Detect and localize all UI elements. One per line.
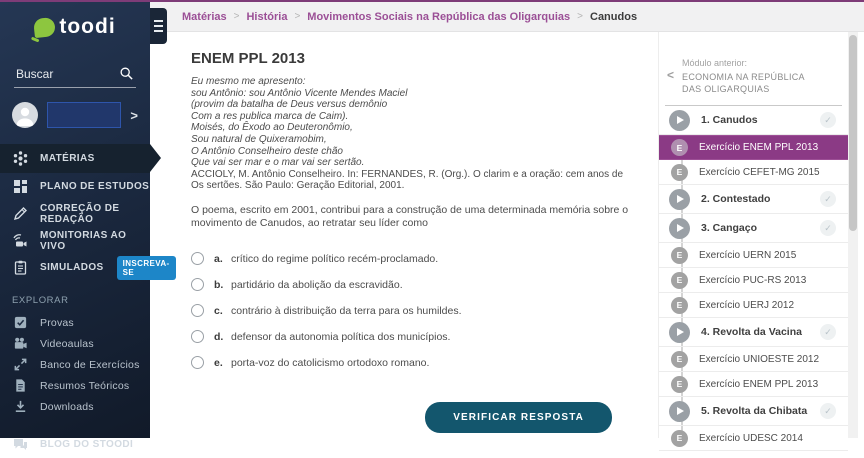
exercise-icon: E [671, 297, 688, 314]
module-item-contestado[interactable] [659, 185, 848, 214]
poem-line: Sou natural de Quixeramobim, [191, 134, 634, 146]
study-plan-icon [12, 178, 29, 195]
completed-check-icon: ✓ [820, 220, 836, 236]
sidebar-item-blog-do-stoodi[interactable] [0, 431, 150, 458]
module-item-label: Exercício UDESC 2014 [699, 433, 836, 444]
previous-module-label: Módulo anterior: [682, 58, 822, 68]
option-text: crítico do regime político recém-proclamado. [231, 253, 438, 265]
poem-line: Que vai ser mar e o mar vai ser sertão. [191, 157, 634, 169]
subjects-icon [12, 150, 29, 167]
sidebar-item-plano-de-estudos[interactable] [0, 173, 150, 200]
sidebar-item-label: Resumos Teóricos [40, 380, 129, 392]
stoodi-logo[interactable] [0, 2, 150, 52]
play-icon [669, 218, 690, 239]
logo-text: toodi [59, 15, 115, 39]
breadcrumb [150, 2, 864, 32]
option-letter: c. [214, 305, 231, 317]
user-name-redacted [47, 102, 121, 128]
breadcrumb-separator-icon: > [294, 11, 300, 22]
poem-line: Com a res publica marca de Caim). [191, 111, 634, 123]
left-sidebar [0, 2, 150, 438]
exams-checkbox-icon [12, 315, 29, 330]
exercise-icon: E [671, 351, 688, 368]
module-item-label: Exercício PUC-RS 2013 [699, 275, 836, 286]
top-accent-line [0, 0, 864, 2]
exercise-icon: E [671, 164, 688, 181]
sidebar-item-banco-de-exercicios[interactable] [0, 354, 150, 375]
sidebar-item-provas[interactable] [0, 312, 150, 333]
option-text: partidário da abolição da escravidão. [231, 279, 403, 291]
play-icon [669, 401, 690, 422]
breadcrumb-separator-icon: > [234, 11, 240, 22]
radio-button[interactable] [191, 278, 204, 291]
sidebar-item-label: Downloads [40, 401, 94, 413]
explorar-section-label: EXPLORAR [0, 295, 150, 306]
scrollbar-thumb[interactable] [849, 35, 857, 231]
module-item-label: 4. Revolta da Vacina [701, 326, 820, 338]
module-item-label: 2. Contestado [701, 193, 820, 205]
option-c[interactable] [191, 298, 634, 324]
option-b[interactable] [191, 272, 634, 298]
video-camera-icon [12, 336, 29, 351]
module-item-exercicio-udesc-2014[interactable] [659, 426, 848, 451]
module-item-label: Exercício UERJ 2012 [699, 300, 836, 311]
option-text: defensor da autonomia política dos municípios. [231, 331, 450, 343]
sidebar-item-label: Banco de Exercícios [40, 359, 140, 371]
summary-document-icon [12, 378, 29, 393]
main-menu [0, 144, 150, 281]
sidebar-item-downloads[interactable] [0, 396, 150, 417]
sidebar-item-resumos-teoricos[interactable] [0, 375, 150, 396]
sidebar-item-simulados[interactable] [0, 254, 150, 281]
user-profile-row[interactable] [12, 100, 138, 130]
module-item-label: Exercício ENEM PPL 2013 [699, 142, 836, 153]
radio-button[interactable] [191, 356, 204, 369]
completed-check-icon: ✓ [820, 403, 836, 419]
module-list [659, 106, 848, 451]
play-icon [669, 322, 690, 343]
sidebar-search [14, 62, 136, 88]
question-area [150, 32, 658, 438]
sidebar-item-videoaulas[interactable] [0, 333, 150, 354]
module-item-revolta-da-vacina[interactable] [659, 318, 848, 347]
module-item-label: 1. Canudos [701, 114, 820, 126]
option-letter: b. [214, 279, 231, 291]
option-text: porta-voz do catolicismo ortodoxo romano. [231, 357, 429, 369]
module-item-revolta-da-chibata[interactable] [659, 397, 848, 426]
radio-button[interactable] [191, 252, 204, 265]
module-item-cangaco[interactable] [659, 214, 848, 243]
chevron-left-icon[interactable]: < [667, 68, 674, 95]
chat-bubbles-icon [12, 436, 29, 453]
radio-button[interactable] [191, 304, 204, 317]
sidebar-item-label: PLANO DE ESTUDOS [40, 181, 149, 192]
option-a[interactable] [191, 246, 634, 272]
question-citation: ACCIOLY, M. Antônio Conselheiro. In: FERNANDES, R. (Org.). O clarim e a oração: cem anos de Os sertões. São Paulo: Geração Editorial, 2001. [191, 169, 631, 192]
breadcrumb-link-movimentos[interactable]: Movimentos Sociais na República das Oligarquias [307, 11, 570, 23]
clipboard-icon [12, 259, 29, 276]
sidebar-item-monitorias-ao-vivo[interactable] [0, 227, 150, 254]
sidebar-item-label: SIMULADOS [40, 262, 104, 273]
exercise-arrows-icon [12, 357, 29, 372]
exercise-icon: E [671, 139, 688, 156]
module-item-label: Exercício UNIOESTE 2012 [699, 354, 836, 365]
essay-pencil-icon [12, 205, 29, 222]
option-text: contrário à distribuição da terra para os humildes. [231, 305, 462, 317]
play-icon [669, 110, 690, 131]
explore-menu [0, 312, 150, 417]
radio-button[interactable] [191, 330, 204, 343]
poem-line: Eu mesmo me apresento: [191, 76, 634, 88]
poem-line: (provim da batalha de Deus versus demônio [191, 99, 634, 111]
answer-options [191, 246, 634, 376]
module-item-label: 3. Cangaço [701, 222, 820, 234]
sidebar-item-label: Provas [40, 317, 74, 329]
module-item-exercicio-uern-2015[interactable] [659, 243, 848, 268]
sidebar-toggle-hamburger-icon[interactable] [150, 8, 167, 44]
question-prompt: O poema, escrito em 2001, contribui para a construção de uma determinada memória sobre o movimento de Canudos, ao retratar seu líder como [191, 204, 634, 230]
module-item-label: 5. Revolta da Chibata [701, 405, 820, 417]
module-item-exercicio-enem-ppl-2013-2[interactable] [659, 372, 848, 397]
exercise-icon: E [671, 376, 688, 393]
sidebar-item-label: MONITORIAS AO VIVO [40, 230, 150, 252]
inscreva-se-badge[interactable]: INSCREVA-SE [117, 256, 176, 280]
module-item-canudos[interactable] [659, 106, 848, 135]
module-item-label: Exercício ENEM PPL 2013 [699, 379, 836, 390]
download-icon [12, 399, 29, 414]
option-letter: e. [214, 357, 231, 369]
sidebar-item-materias[interactable] [0, 144, 150, 173]
play-icon [669, 189, 690, 210]
module-item-exercicio-puc-rs-2013[interactable] [659, 268, 848, 293]
sidebar-item-label: BLOG DO STOODI [40, 439, 133, 450]
poem-line: O Antônio Conselheiro deste chão [191, 146, 634, 158]
live-broadcast-icon [12, 232, 29, 249]
exercise-icon: E [671, 430, 688, 447]
completed-check-icon: ✓ [820, 191, 836, 207]
module-item-exercicio-uerj-2012[interactable] [659, 293, 848, 318]
poem-line: sou Antônio: sou Antônio Vicente Mendes Maciel [191, 88, 634, 100]
previous-module-title[interactable]: ECONOMIA NA REPÚBLICA DAS OLIGARQUIAS [682, 71, 822, 95]
stoodi-leaf-icon [33, 16, 56, 37]
avatar [12, 102, 38, 128]
module-item-label: Exercício UERN 2015 [699, 250, 836, 261]
completed-check-icon: ✓ [820, 324, 836, 340]
search-input[interactable] [14, 62, 136, 88]
option-letter: d. [214, 331, 231, 343]
module-panel [658, 32, 848, 438]
module-item-label: Exercício CEFET-MG 2015 [699, 167, 836, 178]
option-letter: a. [214, 253, 231, 265]
verify-answer-button[interactable]: VERIFICAR RESPOSTA [425, 402, 612, 433]
page-scrollbar[interactable] [848, 32, 858, 438]
poem-line: Moisés, do Êxodo ao Deuteronômio, [191, 122, 634, 134]
sidebar-item-label: Videoaulas [40, 338, 94, 350]
breadcrumb-separator-icon: > [577, 11, 583, 22]
exercise-icon: E [671, 272, 688, 289]
sidebar-item-label: MATÉRIAS [40, 153, 95, 164]
completed-check-icon: ✓ [820, 112, 836, 128]
option-d[interactable] [191, 324, 634, 350]
option-e[interactable] [191, 350, 634, 376]
previous-module-header [659, 32, 848, 103]
question-poem [191, 76, 634, 169]
search-icon[interactable] [119, 66, 134, 81]
module-item-exercicio-unioeste-2012[interactable] [659, 347, 848, 372]
chevron-right-icon: > [130, 108, 138, 123]
question-title: ENEM PPL 2013 [191, 50, 634, 67]
module-item-exercicio-cefet-mg-2015[interactable] [659, 160, 848, 185]
breadcrumb-link-historia[interactable]: História [246, 11, 287, 23]
module-item-exercicio-enem-ppl-2013[interactable] [659, 135, 848, 160]
sidebar-item-label: CORREÇÃO DE REDAÇÃO [40, 203, 150, 225]
breadcrumb-link-materias[interactable]: Matérias [182, 11, 227, 23]
exercise-icon: E [671, 247, 688, 264]
breadcrumb-current: Canudos [590, 11, 637, 23]
sidebar-item-correcao-de-redacao[interactable] [0, 200, 150, 227]
